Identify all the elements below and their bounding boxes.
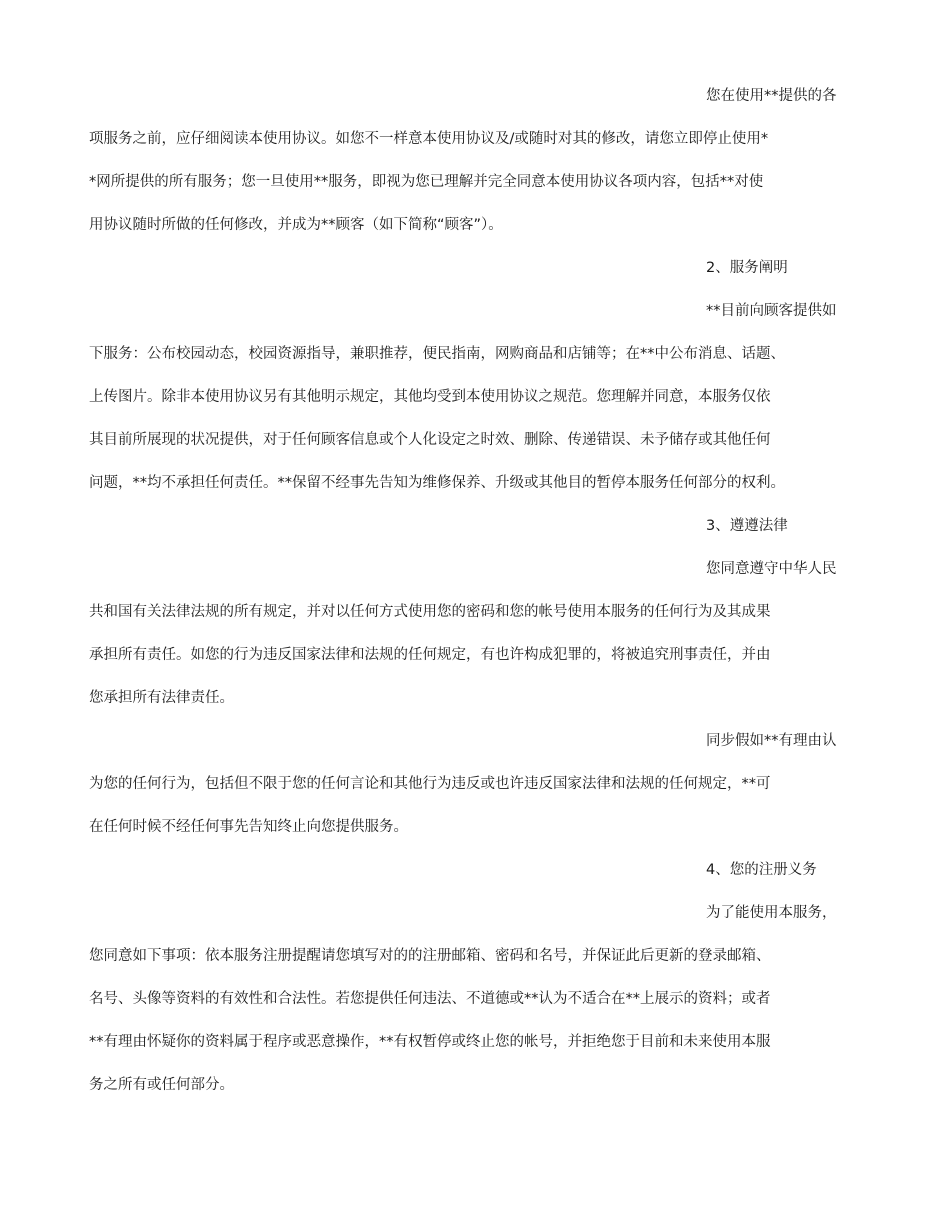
text-line: **有理由怀疑你的资料属于程序或恶意操作，**有权暂停或终止您的帐号，并拒绝您于目前和未来使用本服 — [89, 1034, 771, 1050]
text-line: 其目前所展现的状况提供，对于任何顾客信息或个人化设定之时效、删除、传递错误、未予储存或其他任何 — [89, 432, 771, 448]
text-line: 为您的任何行为，包括但不限于您的任何言论和其他行为违反或也许违反国家法律和法规的任何规定，**可 — [89, 776, 771, 792]
document-body — [89, 82, 875, 1114]
text-line: 您同意如下事项：依本服务注册提醒请您填写对的的注册邮箱、密码和名号，并保证此后更新的登录邮箱、 — [89, 948, 771, 964]
text-line: 问题，**均不承担任何责任。**保留不经事先告知为维修保养、升级或其他目的暂停本服务任何部分的权利。 — [89, 475, 785, 491]
section-heading: 3、遵遵法律 — [706, 518, 788, 534]
text-line: 承担所有责任。如您的行为违反国家法律和法规的任何规定，有也许构成犯罪的，将被追究刑事责任，并由 — [89, 647, 771, 663]
text-line: 为了能使用本服务， — [706, 905, 837, 921]
text-line: 在任何时候不经任何事先告知终止向您提供服务。 — [89, 819, 408, 835]
section-heading: 4、您的注册义务 — [706, 862, 817, 878]
text-line: 用协议随时所做的任何修改，并成为**顾客（如下简称“顾客”）。 — [89, 217, 503, 233]
text-line: 名号、头像等资料的有效性和合法性。若您提供任何违法、不道德或**认为不适合在**上展示的资料；或者 — [89, 991, 771, 1007]
text-line: 同步假如**有理由认 — [706, 733, 837, 749]
text-line: 上传图片。除非本使用协议另有其他明示规定，其他均受到本使用协议之规范。您理解并同意，本服务仅依 — [89, 389, 771, 405]
text-line: *网所提供的所有服务；您一旦使用**服务，即视为您已理解并完全同意本使用协议各项内容，包括**对使 — [89, 174, 764, 190]
text-line: 项服务之前，应仔细阅读本使用协议。如您不一样意本使用协议及/或随时对其的修改，请您立即停止使用* — [89, 131, 769, 147]
text-line: 您在使用**提供的各 — [706, 88, 837, 104]
text-line: 务之所有或任何部分。 — [89, 1077, 234, 1093]
section-heading: 2、服务阐明 — [706, 260, 788, 276]
text-line: 您承担所有法律责任。 — [89, 690, 234, 706]
text-line: 共和国有关法律法规的所有规定，并对以任何方式使用您的密码和您的帐号使用本服务的任何行为及其成果 — [89, 604, 771, 620]
text-line: **目前向顾客提供如 — [706, 303, 837, 319]
text-line: 下服务：公布校园动态，校园资源指导，兼职推荐，便民指南，网购商品和店铺等；在**中公布消息、话题、 — [89, 346, 785, 362]
text-line: 您同意遵守中华人民 — [706, 561, 837, 577]
